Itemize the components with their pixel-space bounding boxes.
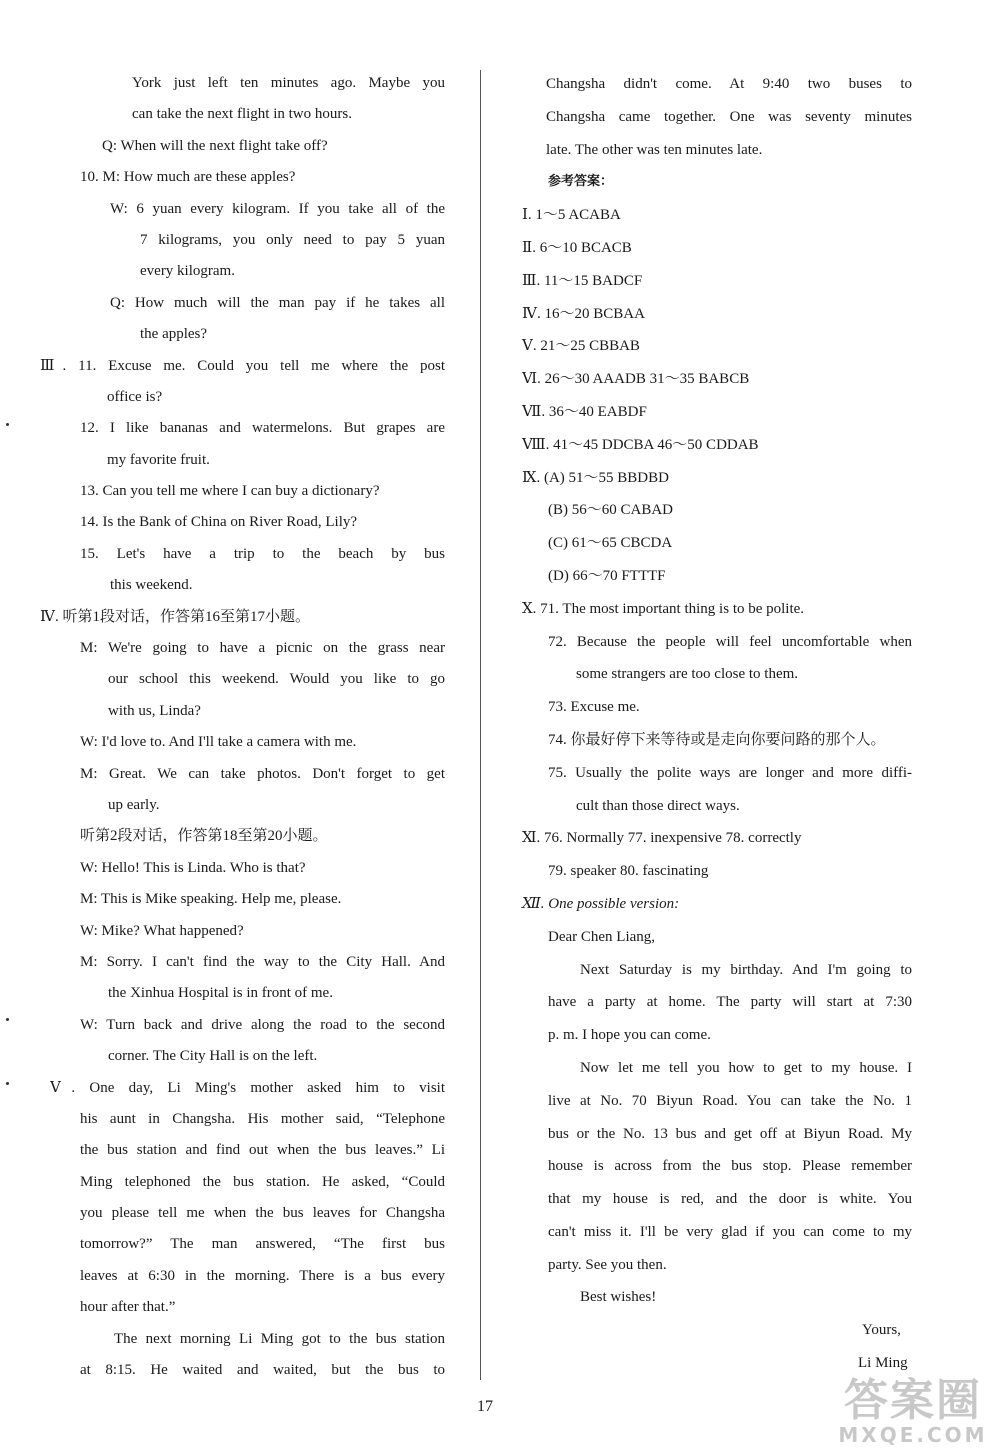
text-line: 参考答案：: [548, 174, 614, 190]
column-divider: [480, 70, 481, 1380]
text-line: 75. Usually the polite ways are longer and more diffi-: [548, 764, 912, 781]
text-line: you please tell me when the bus leaves for Changsha: [80, 1205, 445, 1222]
text-line: 10. M: How much are these apples?: [80, 169, 296, 186]
text-line: Q: When will the next flight take off?: [102, 137, 328, 154]
text-line: The next morning Li Ming got to the bus station: [114, 1330, 445, 1347]
text-line: Dear Chen Liang,: [548, 928, 656, 945]
text-line: hour after that.”: [80, 1299, 176, 1316]
text-line: late. The other was ten minutes late.: [546, 141, 763, 158]
text-line: 74. 你最好停下来等待或是走向你要问路的那个人。: [548, 731, 886, 748]
text-line: the bus station and find out when the bus leaves.” Li: [80, 1142, 445, 1159]
text-line: 12. I like bananas and watermelons. But grapes are: [80, 420, 445, 437]
text-line: tomorrow?” The man answered, “The first bus: [80, 1236, 445, 1253]
text-line: Ⅶ. 36～40 EABDF: [522, 403, 647, 420]
text-line: W: Hello! This is Linda. Who is that?: [80, 859, 306, 876]
text-line: Ⅲ. 11. Excuse me. Could you tell me where the post: [40, 357, 445, 374]
text-line: Now let me tell you how to get to my house. I: [580, 1059, 912, 1076]
text-line: every kilogram.: [140, 263, 235, 280]
text-line: M: This is Mike speaking. Help me, please.: [80, 891, 342, 908]
text-line: can take the next flight in two hours.: [132, 106, 352, 123]
text-line: Ⅴ. One day, Li Ming's mother asked him to visit: [50, 1079, 445, 1096]
text-line: this weekend.: [110, 577, 193, 594]
text-line: Ⅲ. 11～15 BADCF: [522, 272, 643, 289]
text-line: have a party at home. The party will start at 7:30: [548, 994, 912, 1011]
text-line: 7 kilograms, you only need to pay 5 yuan: [140, 231, 445, 248]
text-line: 73. Excuse me.: [548, 699, 640, 716]
text-line: Ⅺ. 76. Normally 77. inexpensive 78. correctly: [522, 830, 802, 847]
text-line: W: 6 yuan every kilogram. If you take all of the: [110, 200, 445, 217]
text-line: Changsha didn't come. At 9:40 two buses to: [546, 76, 912, 92]
text-line: Best wishes!: [580, 1289, 657, 1306]
text-line: Ⅳ. 听第1段对话，作答第16至第17小题。: [40, 608, 310, 625]
text-line: corner. The City Hall is on the left.: [108, 1048, 318, 1065]
text-line: W: I'd love to. And I'll take a camera with me.: [80, 734, 357, 751]
text-line: Ⅵ. 26～30 AAADB 31～35 BABCB: [522, 371, 750, 388]
watermark-url: MXQE.COM: [838, 1423, 988, 1447]
text-line: Next Saturday is my birthday. And I'm going to: [580, 961, 912, 978]
text-line: M: Sorry. I can't find the way to the City Hall. And: [80, 953, 445, 970]
text-line: party. See you then.: [548, 1256, 667, 1273]
text-line: Ⅷ. 41～45 DDCBA 46～50 CDDAB: [522, 436, 759, 453]
text-line: Ⅳ. 16～20 BCBAA: [522, 305, 645, 322]
text-line: 72. Because the people will feel uncomfortable when: [548, 633, 912, 650]
text-line: W: Turn back and drive along the road to the second: [80, 1016, 445, 1033]
text-line: Ⅰ. 1～5 ACABA: [522, 207, 621, 224]
text-line: Ⅸ. (A) 51～55 BBDBD: [522, 469, 669, 486]
text-line: Ⅴ. 21～25 CBBAB: [522, 338, 640, 355]
text-line: the Xinhua Hospital is in front of me.: [108, 985, 333, 1002]
text-line: 13. Can you tell me where I can buy a dictionary?: [80, 483, 380, 500]
text-line: Q: How much will the man pay if he takes all: [110, 294, 445, 311]
text-line: 15. Let's have a trip to the beach by bus: [80, 545, 445, 562]
text-line: at 8:15. He waited and waited, but the bus to: [80, 1362, 445, 1379]
text-line: Li Ming: [858, 1355, 908, 1372]
left-column: [40, 68, 450, 1386]
text-line: (B) 56～60 CABAD: [548, 502, 674, 519]
text-line: our school this weekend. Would you like to go: [108, 671, 445, 688]
text-line: M: We're going to have a picnic on the grass near: [80, 640, 445, 657]
watermark-text: 答案圈: [844, 1375, 982, 1426]
text-line: office is?: [107, 388, 163, 405]
text-line: York just left ten minutes ago. Maybe you: [132, 75, 445, 91]
text-line: p. m. I hope you can come.: [548, 1027, 711, 1044]
text-line: cult than those direct ways.: [576, 797, 740, 814]
margin-mark: [6, 1018, 9, 1021]
text-line: his aunt in Changsha. His mother said, “Telephone: [80, 1110, 445, 1127]
watermark-logo: [833, 1375, 993, 1450]
text-line: Changsha came together. One was seventy minutes: [546, 108, 912, 125]
text-line: Ⅱ. 6～10 BCACB: [522, 239, 632, 256]
margin-mark: [6, 1082, 9, 1085]
text-line: bus or the No. 13 bus and get off at Biyun Road. My: [548, 1125, 912, 1142]
text-line: 听第2段对话，作答第18至第20小题。: [80, 828, 328, 845]
page-number: 17: [477, 1398, 493, 1415]
text-line: Ming telephoned the bus station. He asked, “Could: [80, 1173, 445, 1190]
text-line: leaves at 6:30 in the morning. There is a bus every: [80, 1267, 445, 1284]
text-line: can't miss it. I'll be very glad if you can come to my: [548, 1223, 912, 1240]
text-line: with us, Linda?: [108, 702, 201, 719]
margin-mark: [6, 423, 9, 426]
text-line: (D) 66～70 FTTTF: [548, 567, 666, 584]
text-line: some strangers are too close to them.: [576, 666, 799, 683]
text-line: Ⅹ. 71. The most important thing is to be polite.: [522, 600, 805, 617]
text-line: W: Mike? What happened?: [80, 922, 244, 939]
text-line: Yours,: [862, 1322, 901, 1339]
text-line: up early.: [108, 796, 160, 813]
text-line: that my house is red, and the door is white. You: [548, 1191, 912, 1208]
text-line: Ⅻ. One possible version:: [522, 895, 680, 912]
text-line: house is across from the bus stop. Please remember: [548, 1158, 912, 1175]
text-line: M: Great. We can take photos. Don't forget to get: [80, 765, 445, 782]
right-column: [518, 68, 918, 1380]
text-line: 14. Is the Bank of China on River Road, Lily?: [80, 514, 358, 531]
text-line: the apples?: [140, 326, 208, 343]
text-line: live at No. 70 Biyun Road. You can take the No. 1: [548, 1092, 912, 1109]
text-line: my favorite fruit.: [107, 451, 210, 468]
text-line: (C) 61～65 CBCDA: [548, 535, 673, 552]
text-line: 79. speaker 80. fascinating: [548, 863, 709, 880]
